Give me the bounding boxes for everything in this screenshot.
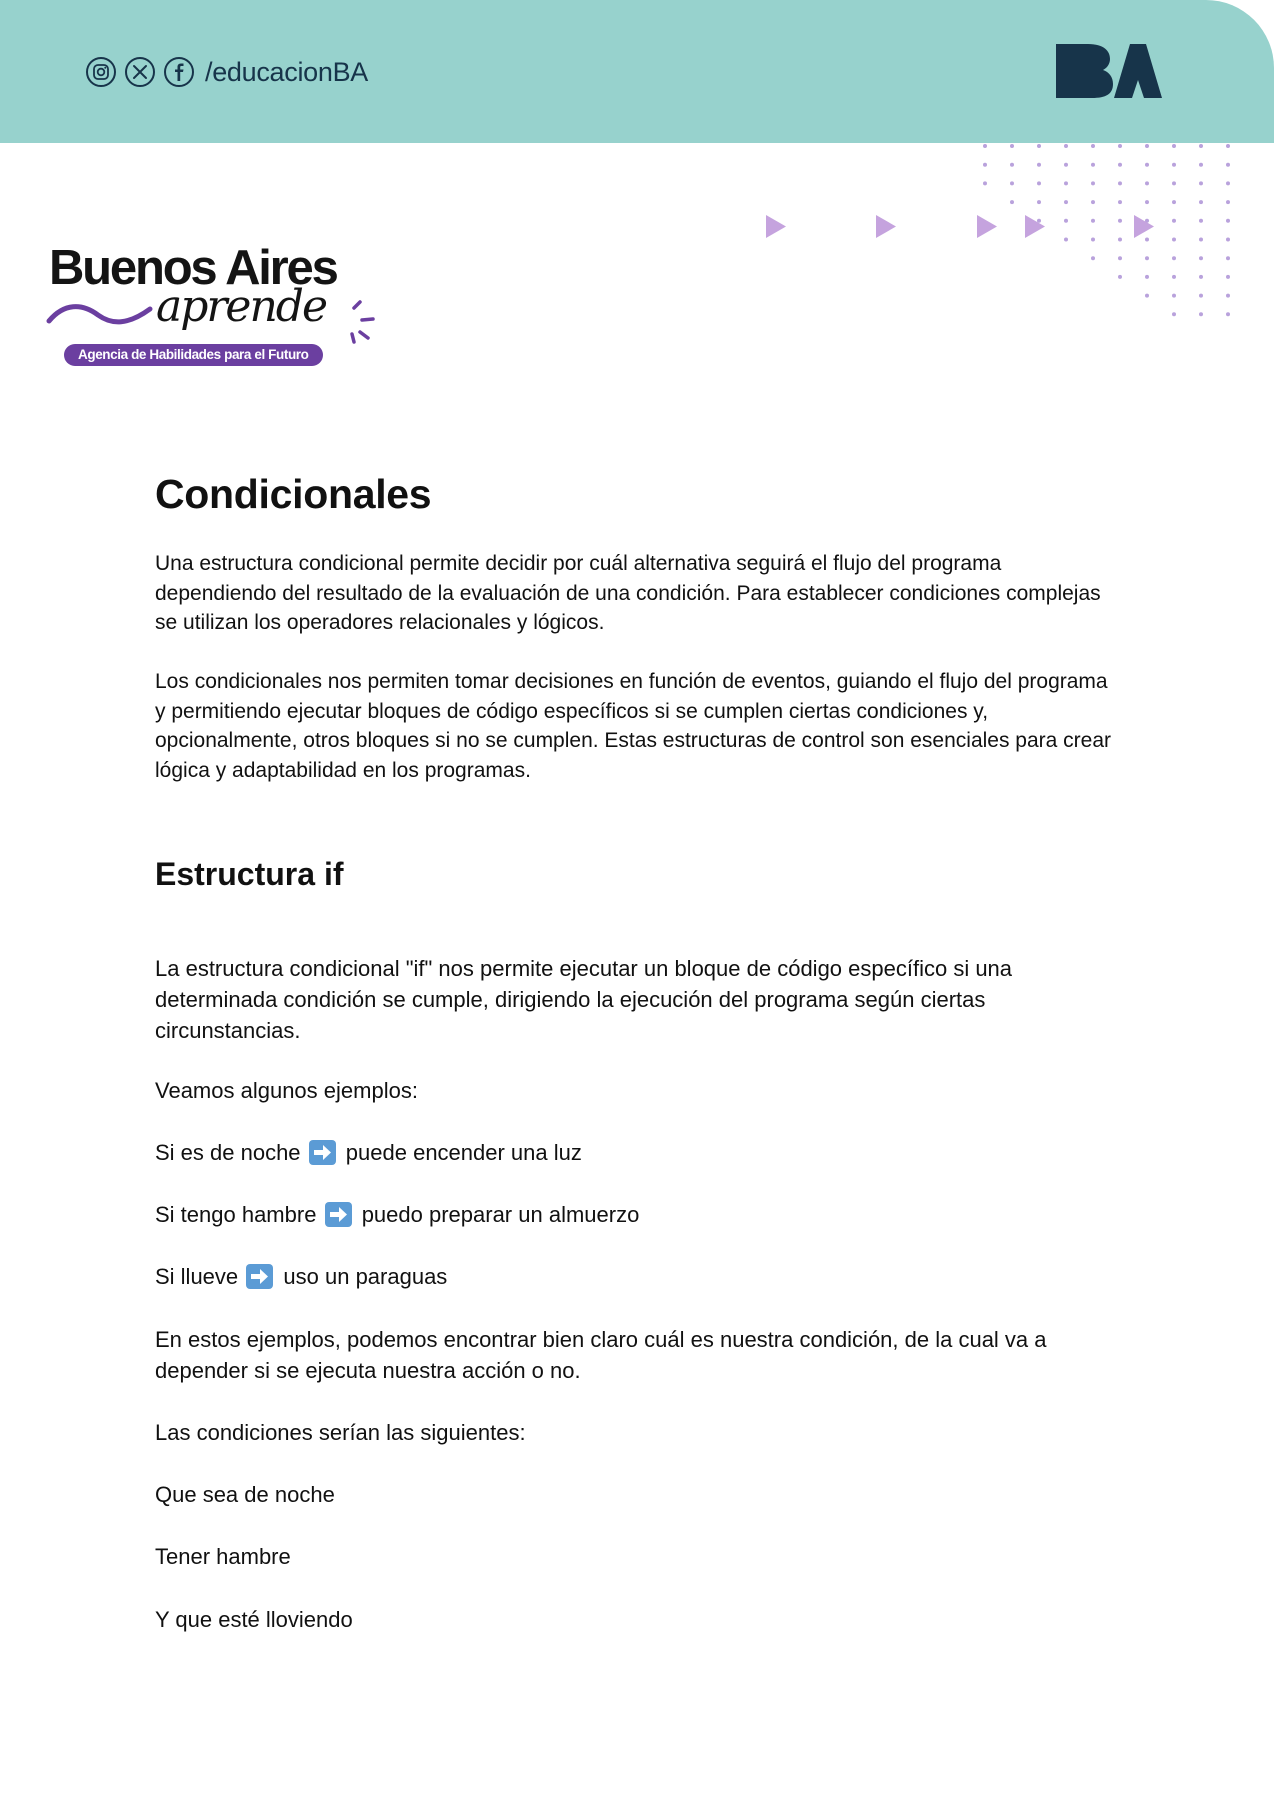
swoosh-icon	[46, 299, 156, 329]
brand-tagline: Agencia de Habilidades para el Futuro	[64, 344, 323, 366]
social-handle[interactable]: /educacionBA	[205, 56, 369, 87]
if-paragraph: La estructura condicional "if" nos permite ejecutar un bloque de código específico si una determinada condición se cumple, dirigiendo la ejecución del programa según ciertas circunstancias.	[155, 956, 1013, 1043]
intro-paragraph-2: Los condicionales nos permiten tomar decisiones en función de eventos, guiando el flujo del programa y permitiendo ejecutar bloques de código específicos si se cumplen ciertas condiciones y, opcionalmente, otros bloques si no se cumplen. Estas estructuras de control son esenciales para crear lógica y adaptabilidad en los programas.	[155, 670, 1112, 782]
page-title: Condicionales	[155, 471, 432, 517]
example-condition: Si llueve	[155, 1264, 239, 1289]
brand-name: Buenos Aires	[49, 241, 337, 295]
example-item	[155, 1137, 582, 1168]
intro-paragraph-1: Una estructura condicional permite decidir por cuál alternativa seguirá el flujo del programa dependiendo del resultado de la evaluación de una condición. Para establecer condiciones complejas se utilizan los operadores relacionales y lógicos.	[155, 552, 1101, 635]
dot-grid	[983, 144, 1230, 316]
condition-item: Que sea de noche	[155, 1482, 335, 1507]
condition-item: Y que esté lloviendo	[155, 1607, 353, 1632]
section-title: Estructura if	[155, 856, 344, 892]
buenos-aires-aprende-logo	[46, 241, 386, 369]
example-condition: Si es de noche	[155, 1140, 301, 1165]
condition-item: Tener hambre	[155, 1544, 291, 1569]
right-arrow-icon	[325, 1202, 352, 1227]
right-arrow-icon	[309, 1140, 336, 1165]
example-item	[155, 1261, 447, 1292]
example-condition: Si tengo hambre	[155, 1202, 317, 1227]
play-triangles	[766, 215, 1154, 238]
example-item	[155, 1199, 639, 1230]
examples-summary: En estos ejemplos, podemos encontrar bien claro cuál es nuestra condición, de la cual va a depender si se ejecuta nuestra acción o no.	[155, 1327, 1047, 1383]
examples-intro: Veamos algunos ejemplos:	[155, 1078, 418, 1103]
example-action: uso un paraguas	[283, 1264, 448, 1289]
conditions-intro: Las condiciones serían las siguientes:	[155, 1420, 526, 1445]
example-action: puede encender una luz	[345, 1140, 582, 1165]
example-action: puedo preparar un almuerzo	[361, 1202, 640, 1227]
right-arrow-icon	[246, 1264, 273, 1289]
brand-aprende: aprende	[156, 281, 327, 332]
sparks-icon	[348, 298, 378, 344]
